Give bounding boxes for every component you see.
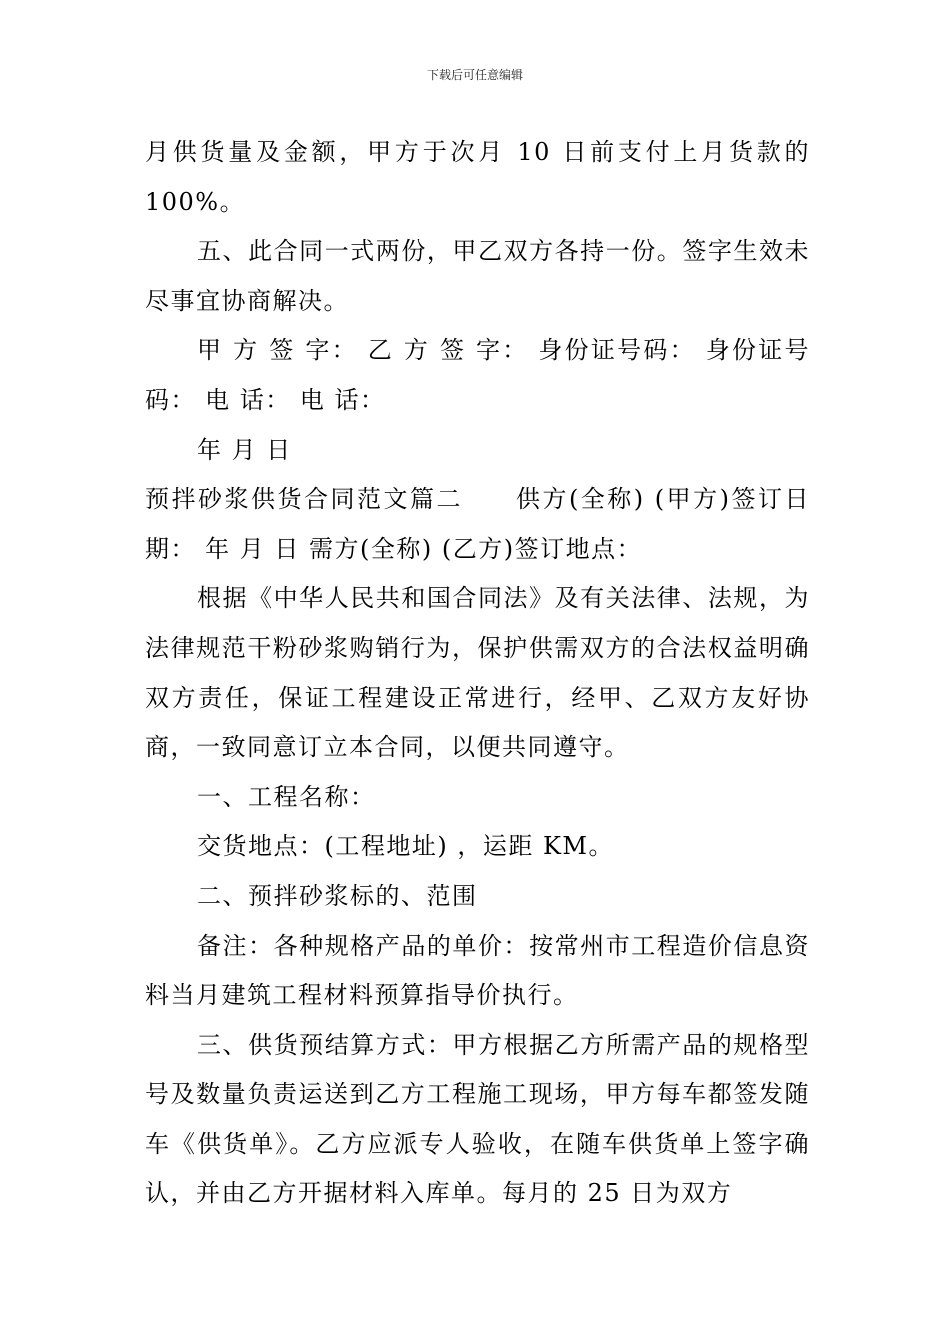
paragraph: 三、供货预结算方式：甲方根据乙方所需产品的规格型号及数量负责运送到乙方工程施工现场，甲方每车都签发随车《供货单》。乙方应派专人验收，在随车供货单上签字确认，并由乙方开据材料入库单。每月的 25 日为双方 (145, 1030, 810, 1208)
page-header: 下载后可任意编辑 (426, 68, 523, 82)
paragraph: 月供货量及金额，甲方于次月 10 日前支付上月货款的100%。 (145, 138, 810, 216)
paragraph: 根据《中华人民共和国合同法》及有关法律、法规，为法律规范干粉砂浆购销行为，保护供需双方的合法权益明确双方责任，保证工程建设正常进行，经甲、乙双方友好协商，一致同意订立本合同，以便共同遵守。 (145, 584, 810, 762)
paragraph: 年 月 日 (197, 435, 292, 464)
paragraph: 一、工程名称： (197, 782, 376, 811)
paragraph: 甲 方 签 字： 乙 方 签 字： 身份证号码： 身份证号码： 电 话： 电 话： (145, 336, 810, 414)
document-body (145, 128, 810, 1219)
paragraph: 备注：各种规格产品的单价：按常州市工程造价信息资料当月建筑工程材料预算指导价执行。 (145, 931, 810, 1010)
paragraph: 二、预拌砂浆标的、范围 (197, 881, 478, 910)
paragraph: 交货地点：(工程地址) ，运距 KM。 (197, 832, 614, 861)
paragraph: 预拌砂浆供货合同范文篇二 供方(全称) (甲方)签订日期： 年 月 日 需方(全称) (乙方)签订地点： (145, 485, 810, 563)
paragraph: 五、此合同一式两份，甲乙双方各持一份。签字生效未尽事宜协商解决。 (145, 237, 810, 315)
